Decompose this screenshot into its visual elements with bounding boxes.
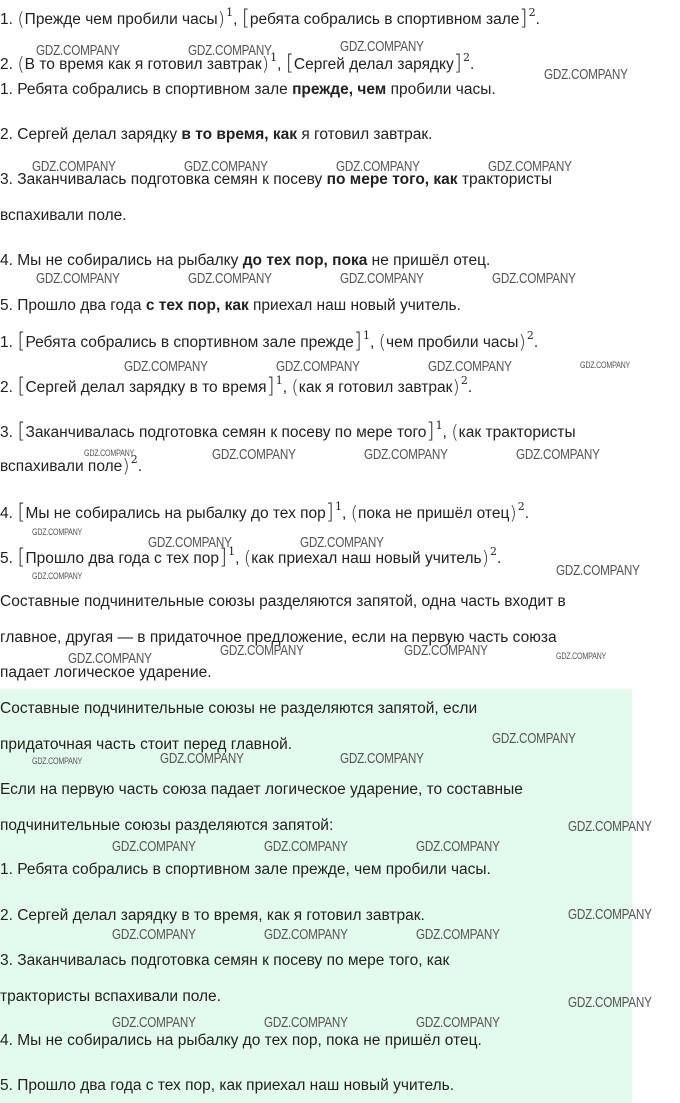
watermark: GDZ.COMPANY <box>212 446 296 463</box>
watermark: GDZ.COMPANY <box>264 1014 348 1031</box>
watermark: GDZ.COMPANY <box>188 270 272 287</box>
watermark: GDZ.COMPANY <box>488 158 572 175</box>
scheme-3-cont: вспахивали поле)$^2$. <box>0 452 142 477</box>
watermark: GDZ.COMPANY <box>428 358 512 375</box>
watermark: GDZ.COMPANY <box>84 448 135 459</box>
green-item-1: 1. Ребята собрались в спортивном зале прежде, чем пробили часы. <box>0 861 491 878</box>
watermark: GDZ.COMPANY <box>264 838 348 855</box>
green-item-5: 5. Прошло два года с тех пор, как приехал наш новый учитель. <box>0 1077 455 1094</box>
bold-sentence-5: 5. Прошло два года с тех пор, как приехал наш новый учитель. <box>0 297 461 314</box>
rule-line-1: Составные подчинительные союзы разделяются запятой, одна часть входит в <box>0 593 566 610</box>
watermark: GDZ.COMPANY <box>148 534 232 551</box>
watermark: GDZ.COMPANY <box>68 650 152 667</box>
watermark: GDZ.COMPANY <box>124 358 208 375</box>
watermark: GDZ.COMPANY <box>492 270 576 287</box>
watermark: GDZ.COMPANY <box>568 906 652 923</box>
watermark: GDZ.COMPANY <box>112 1014 196 1031</box>
watermark: GDZ.COMPANY <box>492 730 576 747</box>
scheme-4: 4. [Мы не собирались на рыбалку до тех пор]$^1$, (пока не пришёл отец)$^2$. <box>0 499 530 524</box>
scheme-5: 5. [Прошло два года с тех пор]$^1$, (как приехал наш новый учитель)$^2$. <box>0 544 502 569</box>
watermark: GDZ.COMPANY <box>556 651 607 662</box>
green-item-3-cont: трактористы вспахивали поле. <box>0 988 221 1005</box>
bold-sentence-3-cont: вспахивали поле. <box>0 207 127 224</box>
watermark: GDZ.COMPANY <box>340 38 424 55</box>
watermark: GDZ.COMPANY <box>32 756 83 767</box>
rule-line-3: падает логическое ударение. <box>0 664 212 681</box>
green-item-4: 4. Мы не собирались на рыбалку до тех пор, пока не пришёл отец. <box>0 1032 482 1049</box>
watermark: GDZ.COMPANY <box>112 838 196 855</box>
rule-line-2: главное, другая — в придаточное предложение, если на первую часть союза <box>0 629 557 646</box>
watermark: GDZ.COMPANY <box>516 446 600 463</box>
watermark: GDZ.COMPANY <box>544 66 628 83</box>
watermark: GDZ.COMPANY <box>340 750 424 767</box>
watermark: GDZ.COMPANY <box>220 642 304 659</box>
watermark: GDZ.COMPANY <box>336 158 420 175</box>
watermark: GDZ.COMPANY <box>556 562 640 579</box>
watermark: GDZ.COMPANY <box>32 571 83 582</box>
watermark: GDZ.COMPANY <box>264 926 348 943</box>
green-para-2b: подчинительные союзы разделяются запятой: <box>0 817 334 834</box>
watermark: GDZ.COMPANY <box>580 360 631 371</box>
watermark: GDZ.COMPANY <box>36 42 120 59</box>
watermark: GDZ.COMPANY <box>188 42 272 59</box>
watermark: GDZ.COMPANY <box>32 158 116 175</box>
green-item-2: 2. Сергей делал зарядку в то время, как я готовил завтрак. <box>0 907 425 924</box>
watermark: GDZ.COMPANY <box>276 358 360 375</box>
bold-sentence-2: 2. Сергей делал зарядку в то время, как я готовил завтрак. <box>0 126 433 143</box>
watermark: GDZ.COMPANY <box>404 642 488 659</box>
watermark: GDZ.COMPANY <box>32 527 83 538</box>
watermark: GDZ.COMPANY <box>416 926 500 943</box>
green-para-1a: Составные подчинительные союзы не разделяются запятой, если <box>0 700 478 717</box>
green-para-2a: Если на первую часть союза падает логическое ударение, то составные <box>0 781 523 798</box>
watermark: GDZ.COMPANY <box>340 270 424 287</box>
scheme-3: 3. [Заканчивалась подготовка семян к посеву по мере того]$^1$, (как трактористы <box>0 418 576 443</box>
math-sentence-2: 2. (В то время как я готовил завтрак)$^1$, [Сергей делал зарядку]$^2$. <box>0 50 475 75</box>
watermark: GDZ.COMPANY <box>112 926 196 943</box>
watermark: GDZ.COMPANY <box>568 818 652 835</box>
watermark: GDZ.COMPANY <box>364 446 448 463</box>
watermark: GDZ.COMPANY <box>416 838 500 855</box>
scheme-1: 1. [Ребята собрались в спортивном зале прежде]$^1$, (чем пробили часы)$^2$. <box>0 328 539 353</box>
bold-sentence-1: 1. Ребята собрались в спортивном зале прежде, чем пробили часы. <box>0 81 496 98</box>
green-para-1b: придаточная часть стоит перед главной. <box>0 736 293 753</box>
math-sentence-1: 1. (Прежде чем пробили часы)$^1$, [ребята собрались в спортивном зале]$^2$. <box>0 5 540 30</box>
bold-sentence-3: 3. Заканчивалась подготовка семян к посеву по мере того, как трактористы <box>0 171 552 188</box>
watermark: GDZ.COMPANY <box>300 534 384 551</box>
watermark: GDZ.COMPANY <box>160 750 244 767</box>
green-item-3: 3. Заканчивалась подготовка семян к посеву по мере того, как <box>0 952 450 969</box>
watermark: GDZ.COMPANY <box>416 1014 500 1031</box>
scheme-2: 2. [Сергей делал зарядку в то время]$^1$, (как я готовил завтрак)$^2$. <box>0 373 473 398</box>
watermark: GDZ.COMPANY <box>36 270 120 287</box>
watermark: GDZ.COMPANY <box>184 158 268 175</box>
watermark: GDZ.COMPANY <box>568 994 652 1011</box>
bold-sentence-4: 4. Мы не собирались на рыбалку до тех пор, пока не пришёл отец. <box>0 252 491 269</box>
